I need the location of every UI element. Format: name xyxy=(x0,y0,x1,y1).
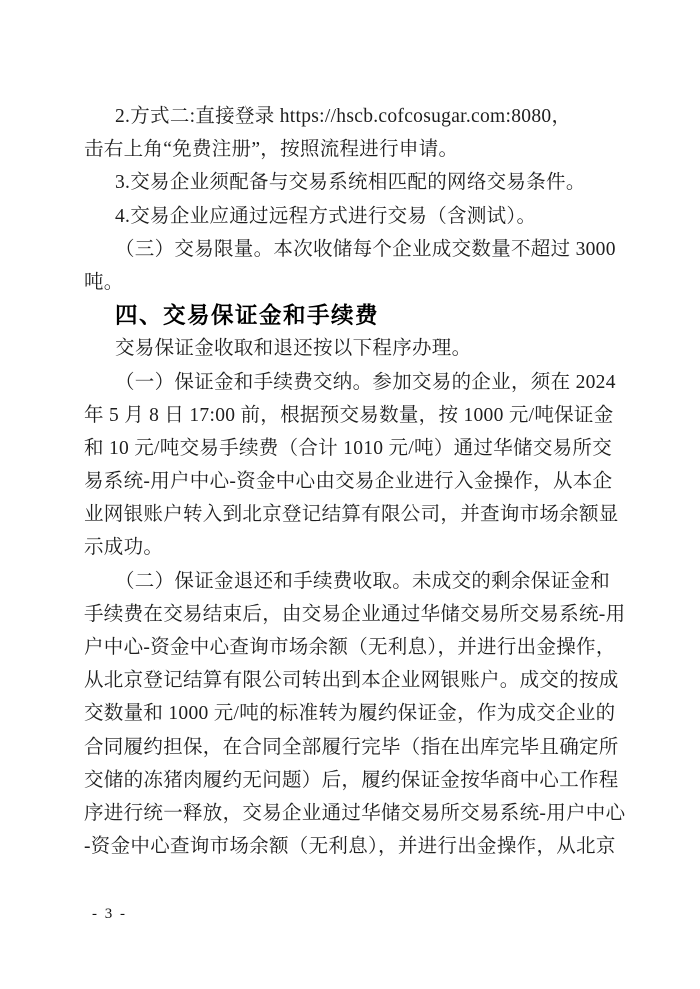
text-line: （一）保证金和手续费交纳。参加交易的企业，须在 2024 xyxy=(115,371,616,393)
text-line: 交储的冻猪肉履约无问题）后，履约保证金按华商中心工作程 xyxy=(84,769,619,791)
text-line: -资金中心查询市场余额（无利息），并进行出金操作，从北京 xyxy=(84,836,616,858)
text-line: （三）交易限量。本次收储每个企业成交数量不超过 3000 xyxy=(115,238,616,260)
text-line: 交数量和 1000 元/吨的标准转为履约保证金，作为成交企业的 xyxy=(84,703,616,725)
text-line: （二）保证金退还和手续费收取。未成交的剩余保证金和 xyxy=(115,570,611,592)
text-line: 示成功。 xyxy=(84,537,164,559)
text-line: 手续费在交易结束后，由交易企业通过华储交易所交易系统-用 xyxy=(84,603,626,625)
text-line: 击右上角“免费注册”，按照流程进行申请。 xyxy=(84,139,459,161)
text-line: 户中心-资金中心查询市场余额（无利息），并进行出金操作， xyxy=(84,637,616,658)
text-line: 3.交易企业须配备与交易系统相匹配的网络交易条件。 xyxy=(115,172,586,194)
text-line: 易系统-用户中心-资金中心由交易企业进行入金操作，从本企 xyxy=(84,471,613,493)
text-line: 和 10 元/吨交易手续费（合计 1010 元/吨）通过华储交易所交 xyxy=(84,437,613,459)
text-line: 吨。 xyxy=(84,271,124,293)
text-line: 2.方式二:直接登录 https://hscb.cofcosugar.com:8080， xyxy=(115,106,572,127)
page-number: - 3 - xyxy=(92,906,127,922)
text-line: 4.交易企业应通过远程方式进行交易（含测试）。 xyxy=(115,205,537,227)
text-line: 合同履约担保，在合同全部履行完毕（指在出库完毕且确定所 xyxy=(84,736,619,758)
text-line: 业网银账户转入到北京登记结算有限公司，并查询市场余额显 xyxy=(84,504,619,526)
text-line: 序进行统一释放，交易企业通过华储交易所交易系统-用户中心 xyxy=(84,802,626,824)
document-body xyxy=(84,100,626,863)
section-heading: 四、交易保证金和手续费 xyxy=(115,303,380,329)
text-line: 交易保证金收取和退还按以下程序办理。 xyxy=(115,338,472,360)
text-line: 从北京登记结算有限公司转出到本企业网银账户。成交的按成 xyxy=(84,670,619,692)
text-line: 年 5 月 8 日 17:00 前，根据预交易数量，按 1000 元/吨保证金 xyxy=(84,404,614,426)
